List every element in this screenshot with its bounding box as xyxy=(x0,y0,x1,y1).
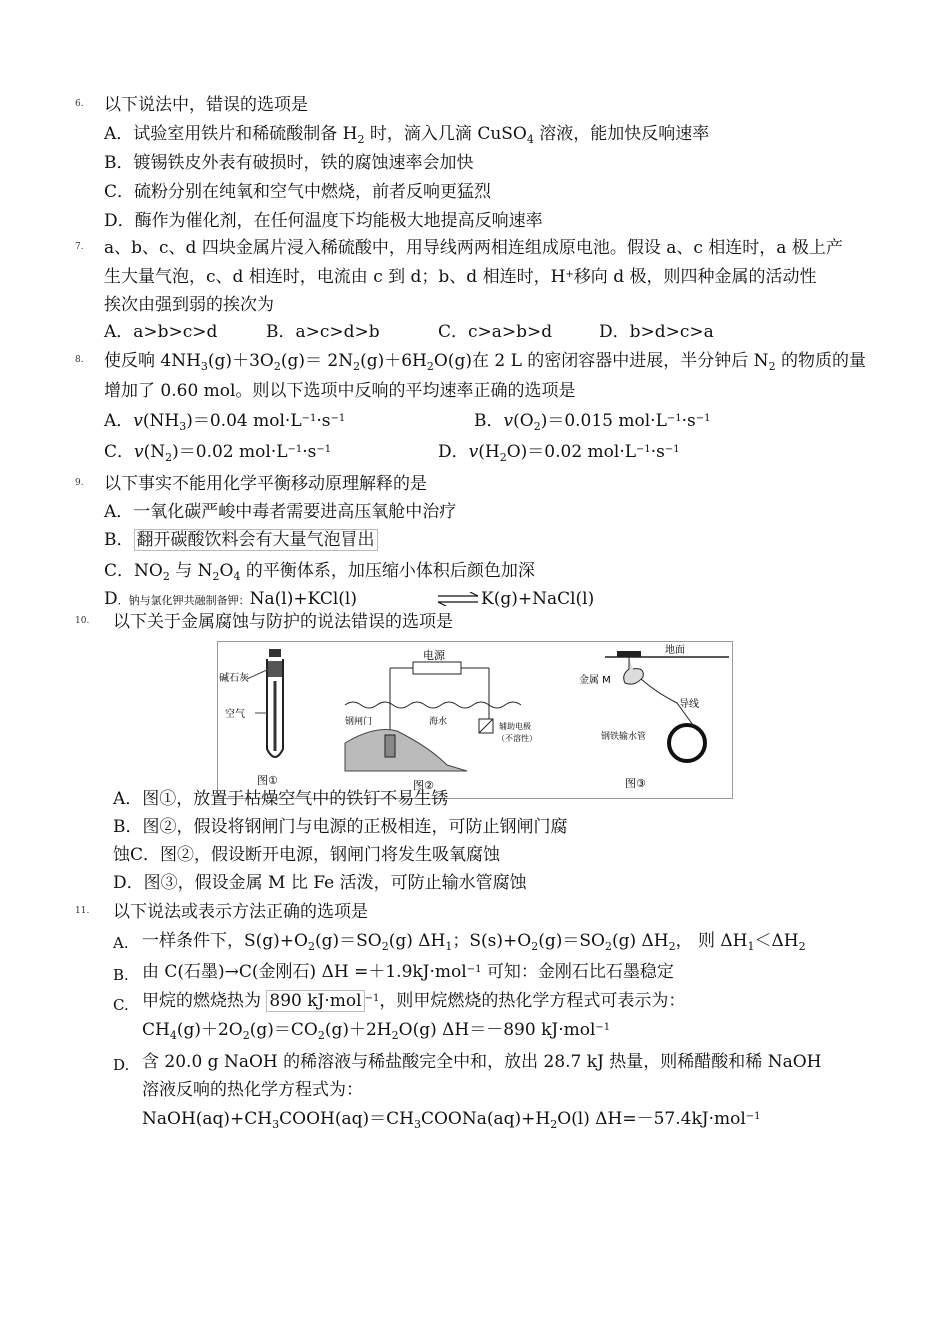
option-d: D．$v(H_2O)=0.02$ $mol\cdot L^{-1}\cdot s^{-1}$ xyxy=(438,442,680,464)
option-c: 甲烷的燃烧热为 890 kJ·mol $^{-1}$，则甲烷燃烧的热化学方程式可表示为： xyxy=(142,991,686,1011)
option-a: A．$v(NH_3)=0.04$ $mol\cdot L^{-1}\cdot s^{-1}$ xyxy=(104,411,346,433)
option-d: D．钠与氯化钾共融制备钾：Na(l)+KCl(l) xyxy=(104,589,357,609)
option-b: B．a>c>d>b xyxy=(266,322,380,342)
option-d: 含 20.0 g NaOH 的稀溶液与稀盐酸完全中和，放出 28.7 kJ 热量，则稀醋酸和稀 NaOH xyxy=(142,1052,822,1072)
option-c: C．硫粉分别在纯氧和空气中燃烧，前者反响更猛烈 xyxy=(104,182,492,202)
option-c-equation: $CH_4(g)+2O_2(g)=CO_2(g)+2H_2O(g)$ ΔH＝－890 kJ·mol$^{-1}$ xyxy=(142,1020,611,1042)
option-a-label: A. xyxy=(113,934,129,952)
option-d: D．图③，假设金属 M 比 Fe 活泼，可防止输水管腐蚀 xyxy=(113,873,527,893)
fig1-label-soda-lime: 碱石灰 xyxy=(219,673,249,684)
fig2-label-steel-gate: 钢闸门 xyxy=(345,717,373,727)
fig3-label-metal-m: 金属 M xyxy=(579,675,611,686)
option-c: C．c>a>b>d xyxy=(438,322,553,342)
option-a: A．一氧化碳严峻中毒者需要进高压氧舱中治疗 xyxy=(104,502,457,522)
option-d: 溶液反响的热化学方程式为： xyxy=(142,1080,363,1100)
fig2-label-seawater: 海水 xyxy=(429,717,448,727)
fig3-label-wire: 导线 xyxy=(679,699,699,710)
option-b-label: B. xyxy=(113,966,129,984)
question-stem: 增加了 0.60 mol。则以下选项中反响的平均速率正确的选项是 xyxy=(104,381,576,401)
option-a: A．试验室用铁片和稀硫酸制备 $H_2$ 时，滴入几滴 CuSO$_4$ 溶液，能加快反响速率 xyxy=(104,124,710,146)
question-stem: 生大量气泡，c、d 相连时，电流由 c 到 d；b、d 相连时，H+移向 d 极，则四种金属的活动性 xyxy=(104,267,817,287)
question-stem: 以下事实不能用化学平衡移动原理解释的是 xyxy=(104,474,427,494)
question-number: 9. xyxy=(75,478,84,488)
option-b: B．镀锡铁皮外表有破损时，铁的腐蚀速率会加快 xyxy=(104,153,474,173)
fig2-caption: 图② xyxy=(413,779,434,792)
option-a: A．图①，放置于枯燥空气中的铁钉不易生锈 xyxy=(113,789,449,809)
question-number: 8. xyxy=(75,355,84,365)
question-number: 10. xyxy=(75,616,90,626)
fig2-label-insoluble: （不溶性） xyxy=(497,734,537,743)
question-stem: 挨次由强到弱的挨次为 xyxy=(104,295,274,315)
fig2-label-aux-electrode: 辅助电极 xyxy=(499,722,531,731)
option-d-label: D. xyxy=(113,1056,130,1074)
option-b: B．图②，假设将钢闸门与电源的正极相连，可防止钢闸门腐 xyxy=(113,817,568,837)
question-stem: 使反响 $4NH_3(g)+3O_2(g)= 2N_2(g)+6H_2O(g)$在 2 L 的密闭容器中进展，半分钟后 $N_2$ 的物质的量 xyxy=(104,351,866,373)
corrosion-figure xyxy=(217,641,733,799)
option-d-equation: $NaOH(aq)+CH_3COOH(aq)=CH_3COONa(aq)+H_2O(l)$ ΔH=－57.4kJ·mol$^{-1}$ xyxy=(142,1109,761,1131)
option-c: 蚀C．图②，假设断开电源，钢闸门将发生吸氧腐蚀 xyxy=(113,845,501,865)
question-stem: 以下关于金属腐蚀与防护的说法错误的选项是 xyxy=(113,612,453,632)
option-b: 由 C(石墨)→C(金刚石) ΔH =＋1.9kJ·mol$^{-1}$ 可知：金刚石比石墨稳定 xyxy=(142,962,674,982)
question-number: 6. xyxy=(75,99,84,109)
option-c-label: C. xyxy=(113,996,129,1014)
fig1-caption: 图① xyxy=(257,774,278,787)
option-d: D．酶作为催化剂，在任何温度下均能极大地提高反响速率 xyxy=(104,211,543,231)
option-c: C．$v(N_2)=0.02$ $mol\cdot L^{-1}\cdot s^{-1}$ xyxy=(104,442,332,464)
question-stem: a、b、c、d 四块金属片浸入稀硫酸中，用导线两两相连组成原电池。假设 a、c 相连时，a 极上产 xyxy=(104,238,843,258)
question-number: 11. xyxy=(75,906,90,916)
question-number: 7. xyxy=(75,242,84,252)
question-stem: 以下说法或表示方法正确的选项是 xyxy=(113,902,368,922)
option-b: B．$v(O_2)=0.015$ $mol\cdot L^{-1}\cdot s^{-1}$ xyxy=(474,411,711,433)
fig1-label-air: 空气 xyxy=(225,709,245,720)
fig3-caption: 图③ xyxy=(625,777,646,790)
equilibrium-arrow-icon xyxy=(436,592,480,606)
option-d-product: K(g)+NaCl(l) xyxy=(481,589,595,609)
fig3-label-ground: 地面 xyxy=(665,645,685,656)
fig3-label-pipe: 钢铁输水管 xyxy=(601,732,647,742)
option-b: B． 翻开碳酸饮料会有大量气泡冒出 xyxy=(104,529,378,551)
option-d: D．b>d>c>a xyxy=(599,322,714,342)
question-stem: 以下说法中，错误的选项是 xyxy=(104,95,308,115)
fig2-label-power: 电源 xyxy=(423,649,445,662)
option-a: 一样条件下，$S(g)+O_2(g)=SO_2(g)$ $\Delta H_1$；$S(s)+O_2(g)=SO_2(g)$ $\Delta H_2$， 则 $\Delta H_1<\Delta H_2$ xyxy=(142,931,806,953)
option-a: A．a>b>c>d xyxy=(104,322,218,342)
option-c: C．$NO_2$ 与 $N_2O_4$ 的平衡体系，加压缩小体积后颜色加深 xyxy=(104,561,535,583)
